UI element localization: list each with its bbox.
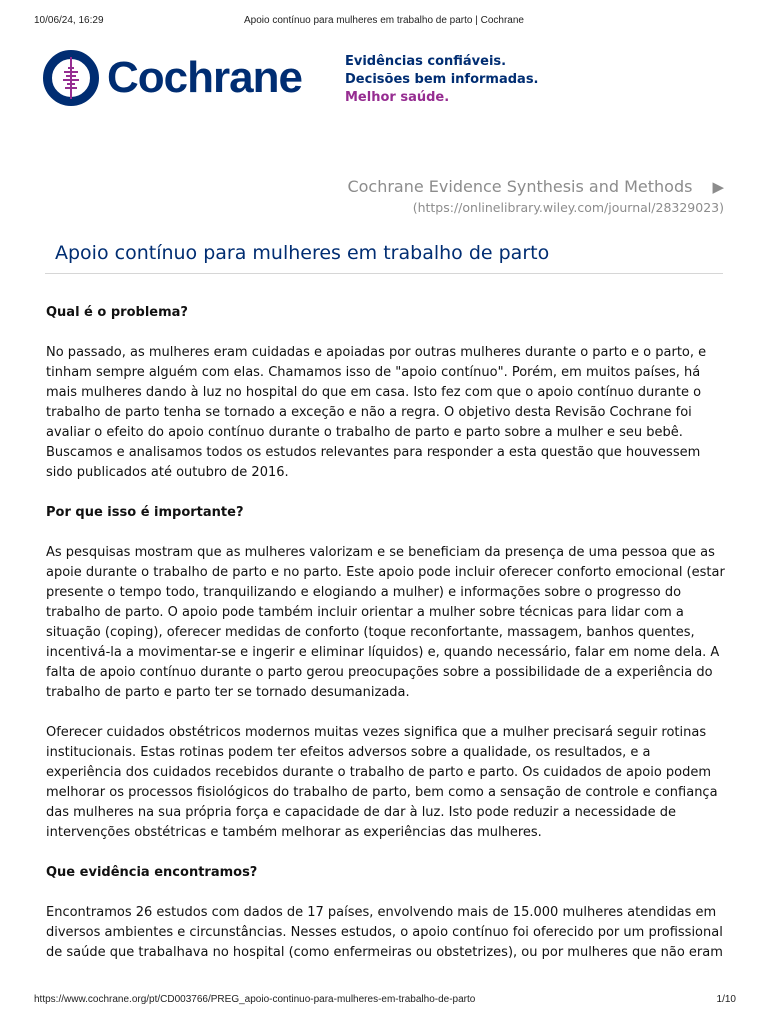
- article-body: [46, 303, 726, 983]
- section-paragraph: Oferecer cuidados obstétricos modernos muitas vezes significa que a mulher precisará seguir rotinas institucionais. Estas rotinas podem ter efeitos adversos sobre a qualidade, os resultados, e a experiência dos cuidados recebidos durante o trabalho de parto e parto. Os cuidados de apoio podem melhorar os processos fisiológicos do trabalho de parto, bem como a sensação de controle e confiança das mulheres na sua própria força e capacidade de dar à luz. Isto pode reduzir a necessidade de intervenções obstétricas e também melhorar as experiências das mulheres.: [46, 725, 718, 840]
- journal-link[interactable]: [347, 176, 724, 217]
- cochrane-wordmark: Cochrane: [107, 53, 302, 102]
- section-paragraph: Encontramos 26 estudos com dados de 17 países, envolvendo mais de 15.000 mulheres atendidas em diversos ambientes e circunstâncias. Nesses estudos, o apoio contínuo foi oferecido por um profissional de saúde que trabalhava no hospital (como enfermeiras ou obstetrizes), ou por mulheres que não eram: [46, 905, 723, 960]
- section-importance: [46, 503, 726, 843]
- section-evidence: [46, 863, 726, 963]
- print-page-url: https://www.cochrane.org/pt/CD003766/PREG_apoio-continuo-para-mulheres-em-trabalho-de-parto: [34, 994, 476, 1005]
- page-title: Apoio contínuo para mulheres em trabalho de parto: [55, 242, 550, 264]
- journal-link-url[interactable]: (https://onlinelibrary.wiley.com/journal/28329023): [412, 200, 724, 215]
- section-heading: Que evidência encontramos?: [46, 865, 258, 880]
- section-paragraph: No passado, as mulheres eram cuidadas e apoiadas por outras mulheres durante o parto e o parto, e tinham sempre alguém com elas. Chamamos isso de "apoio contínuo". Porém, em muitos países, há mais mulheres dando à luz no hospital do que em casa. Isto fez com que o apoio contínuo durante o trabalho de parto tenha se tornado a exceção e não a regra. O objetivo desta Revisão Cochrane foi avaliar o efeito do apoio contínuo durante o trabalho de parto e parto sobre a mulher e seu bebê. Buscamos e analisamos todos os estudos relevantes para responder a esta questão que houvessem sido publicados até outubro de 2016.: [46, 345, 707, 480]
- cochrane-logo-icon: [43, 50, 99, 106]
- section-problem: [46, 303, 726, 483]
- section-paragraph: As pesquisas mostram que as mulheres valorizam e se beneficiam da presença de uma pessoa que as apoie durante o trabalho de parto e no parto. Este apoio pode incluir oferecer conforto emocional (estar presente o tempo todo, tranquilizando e elogiando a mulher) e informações sobre o progresso do trabalho de parto. O apoio pode também incluir orientar a mulher sobre técnicas para lidar com a situação (coping), oferecer medidas de conforto (toque reconfortante, massagem, banhos quentes, incentivá-la a movimentar-se e ingerir e eliminar líquidos) e, quando necessário, falar em nome dela. A falta de apoio contínuo durante o parto gerou preocupações sobre a possibilidade de a experiência do trabalho de parto e parto ter se tornado desumanizada.: [46, 545, 725, 700]
- play-arrow-icon: ▶: [712, 178, 724, 196]
- tagline-line-2: Decisões bem informadas.: [345, 72, 539, 87]
- section-heading: Qual é o problema?: [46, 305, 188, 320]
- print-datetime: 10/06/24, 16:29: [34, 15, 104, 26]
- print-document-title: Apoio contínuo para mulheres em trabalho de parto | Cochrane: [244, 15, 524, 26]
- title-divider: [45, 273, 723, 274]
- section-heading: Por que isso é importante?: [46, 505, 244, 520]
- print-header: [0, 15, 768, 33]
- journal-link-name[interactable]: Cochrane Evidence Synthesis and Methods: [347, 177, 693, 196]
- tagline-line-1: Evidências confiáveis.: [345, 54, 507, 69]
- cochrane-logo[interactable]: [43, 50, 333, 106]
- print-footer: [0, 994, 768, 1012]
- print-page-number: 1/10: [716, 994, 736, 1005]
- brand-tagline: [345, 53, 539, 107]
- tagline-line-3: Melhor saúde.: [345, 90, 450, 105]
